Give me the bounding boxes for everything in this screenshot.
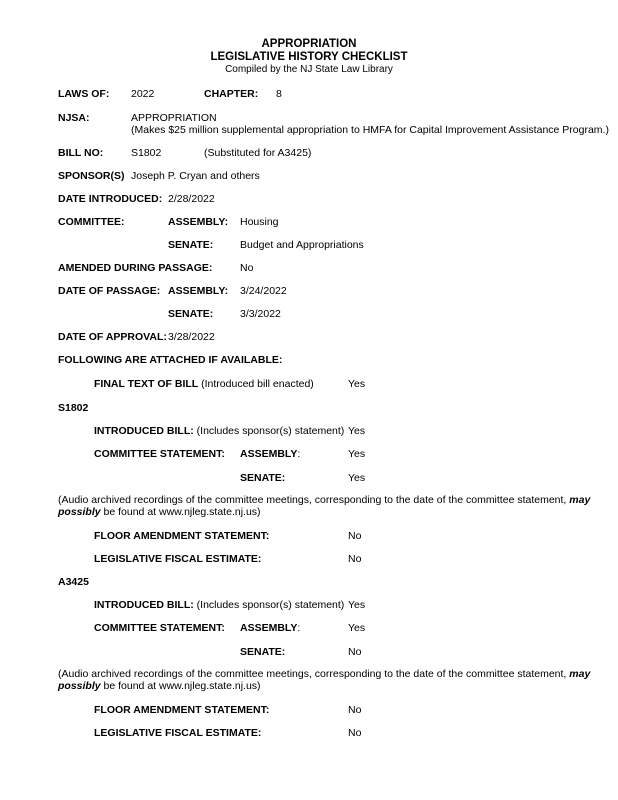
a3425-cs-assembly-row: [240, 622, 300, 634]
s1802-cs-assembly-value: Yes: [348, 448, 366, 460]
approval-label: DATE OF APPROVAL:: [58, 331, 167, 343]
s1802-audio-note: [58, 494, 606, 518]
passage-assembly-label: ASSEMBLY:: [168, 285, 229, 297]
s1802-fiscal-estimate-label: LEGISLATIVE FISCAL ESTIMATE:: [94, 553, 262, 565]
s1802-committee-statement-label: COMMITTEE STATEMENT:: [94, 448, 225, 460]
s1802-audio-url-text: be found at www.njleg.state.nj.us): [100, 506, 261, 518]
njsa-description: (Makes $25 million supplemental appropriation to HMFA for Capital Improvement Assistance Program.): [131, 124, 609, 136]
s1802-floor-amendment-label: FLOOR AMENDMENT STATEMENT:: [94, 530, 270, 542]
s1802-cs-assembly-label: ASSEMBLY: [240, 448, 298, 460]
sponsors-value: Joseph P. Cryan and others: [131, 170, 260, 182]
final-text-row: [94, 378, 314, 390]
attached-heading: FOLLOWING ARE ATTACHED IF AVAILABLE:: [58, 354, 283, 366]
a3425-floor-amendment-label: FLOOR AMENDMENT STATEMENT:: [94, 704, 270, 716]
a3425-heading: A3425: [58, 576, 89, 588]
a3425-introduced-value: Yes: [348, 599, 366, 611]
s1802-introduced-label: INTRODUCED BILL:: [94, 425, 194, 437]
committee-senate-label: SENATE:: [168, 239, 214, 251]
a3425-audio-text: (Audio archived recordings of the committee meetings, corresponding to the date of the committee statement,: [58, 668, 570, 680]
bill-no-value: S1802: [131, 147, 162, 159]
substituted-note: (Substituted for A3425): [204, 147, 312, 159]
committee-assembly-value: Housing: [240, 216, 279, 228]
a3425-introduced-label: INTRODUCED BILL:: [94, 599, 194, 611]
s1802-introduced-row: [94, 425, 344, 437]
sponsors-label: SPONSOR(S): [58, 170, 125, 182]
passage-senate-value: 3/3/2022: [240, 308, 281, 320]
s1802-floor-amendment-value: No: [348, 530, 362, 542]
passage-senate-label: SENATE:: [168, 308, 214, 320]
a3425-fiscal-estimate-label: LEGISLATIVE FISCAL ESTIMATE:: [94, 727, 262, 739]
a3425-introduced-row: [94, 599, 344, 611]
laws-of-label: LAWS OF:: [58, 88, 110, 100]
amended-value: No: [240, 262, 254, 274]
final-text-label: FINAL TEXT OF BILL: [94, 378, 199, 390]
a3425-cs-senate-label: SENATE:: [240, 646, 286, 658]
title-line-1: APPROPRIATION: [261, 38, 357, 50]
committee-assembly-label: ASSEMBLY:: [168, 216, 229, 228]
date-introduced-value: 2/28/2022: [168, 193, 215, 205]
approval-value: 3/28/2022: [168, 331, 215, 343]
a3425-introduced-note: (Includes sponsor(s) statement): [193, 599, 345, 611]
a3425-cs-senate-value: No: [348, 646, 362, 658]
njsa-label: NJSA:: [58, 112, 90, 124]
s1802-cs-assembly-colon: :: [297, 448, 301, 460]
final-text-value: Yes: [348, 378, 366, 390]
s1802-heading: S1802: [58, 402, 89, 414]
s1802-introduced-value: Yes: [348, 425, 366, 437]
a3425-cs-assembly-value: Yes: [348, 622, 366, 634]
a3425-fiscal-estimate-value: No: [348, 727, 362, 739]
amended-label: AMENDED DURING PASSAGE:: [58, 262, 213, 274]
a3425-audio-note: [58, 668, 606, 692]
passage-assembly-value: 3/24/2022: [240, 285, 287, 297]
s1802-fiscal-estimate-value: No: [348, 553, 362, 565]
bill-no-label: BILL NO:: [58, 147, 104, 159]
njsa-title: APPROPRIATION: [131, 112, 217, 124]
s1802-cs-senate-value: Yes: [348, 472, 366, 484]
a3425-committee-statement-label: COMMITTEE STATEMENT:: [94, 622, 225, 634]
s1802-cs-senate-label: SENATE:: [240, 472, 286, 484]
committee-senate-value: Budget and Appropriations: [240, 239, 364, 251]
date-introduced-label: DATE INTRODUCED:: [58, 193, 163, 205]
chapter-value: 8: [276, 88, 282, 100]
a3425-audio-emphasis: may possibly: [58, 668, 591, 692]
final-text-note: (Introduced bill enacted): [198, 378, 314, 390]
title-line-2: LEGISLATIVE HISTORY CHECKLIST: [210, 51, 408, 63]
s1802-cs-assembly-row: [240, 448, 300, 460]
s1802-audio-text: (Audio archived recordings of the committee meetings, corresponding to the date of the committee statement,: [58, 494, 570, 506]
passage-label: DATE OF PASSAGE:: [58, 285, 161, 297]
committee-label: COMMITTEE:: [58, 216, 125, 228]
a3425-cs-assembly-colon: :: [297, 622, 301, 634]
a3425-audio-url-text: be found at www.njleg.state.nj.us): [100, 680, 261, 692]
s1802-audio-emphasis: may possibly: [58, 494, 591, 518]
subtitle: Compiled by the NJ State Law Library: [225, 64, 393, 75]
a3425-cs-assembly-label: ASSEMBLY: [240, 622, 298, 634]
a3425-floor-amendment-value: No: [348, 704, 362, 716]
chapter-label: CHAPTER:: [204, 88, 259, 100]
laws-of-value: 2022: [131, 88, 155, 100]
s1802-introduced-note: (Includes sponsor(s) statement): [193, 425, 345, 437]
